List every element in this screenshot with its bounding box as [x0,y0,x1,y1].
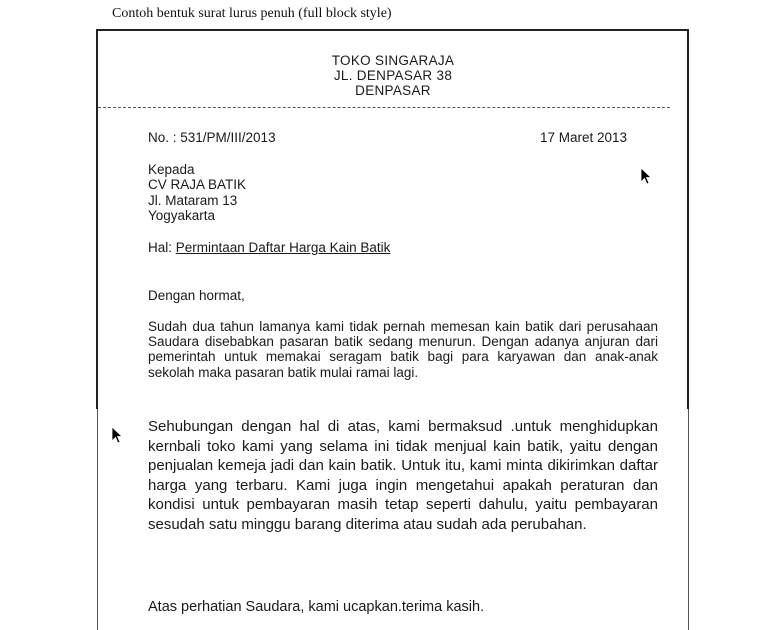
letterhead-divider [98,107,670,108]
page-caption: Contoh bentuk surat lurus penuh (full block style) [112,6,392,21]
body-paragraph-1: Sudah dua tahun lamanya kami tidak pernah memesan kain batik dari perusahaan Saudara disebabkan pasaran batik sedang menurun. Dengan adanya anjuran dari pemerintah untuk memakai seragam batik bagi para karyawan dan anak-anak sekolah maka pasaran batik mulai ramai lagi. [148,319,658,380]
closing-line: Atas perhatian Saudara, kami ucapkan.terima kasih. [148,599,485,615]
salutation: Dengan hormat, [148,288,245,303]
letter-frame-left-border-lower [97,409,98,630]
letterhead-address: JL. DENPASAR 38 [333,68,453,83]
body-paragraph-2: Sehubungan dengan hal di atas, kami bermaksud .untuk menghidupkan kernbali toko kami yang selama ini tidak menjual kain batik, yaitu dengan penjualan kemeja jadi dan kain batik. Untuk itu, kami minta dikirimkan daftar harga yang terbaru. Kami juga ingin mengetahui apakah peraturan dan kondisi untuk pembayaran masih tetap seperti dahulu, yaitu pembayaran sesudah satu minggu barang diterima atau sudah ada perubahan. [148,418,658,533]
recipient-street: Jl. Mataram 13 [148,193,238,208]
recipient-to-label: Kepada [148,162,195,177]
letter-number: No. : 531/PM/III/2013 [148,130,276,145]
recipient-city: Yogyakarta [148,208,216,223]
subject-label: Hal: [148,240,176,255]
letterhead-city: DENPASAR [355,83,431,98]
mouse-pointer-icon-2 [111,426,125,446]
letter-frame-top-border [96,29,688,31]
mouse-pointer-icon [640,167,654,187]
letter-date: 17 Maret 2013 [540,130,628,145]
recipient-name: CV RAJA BATIK [148,177,247,192]
subject-text: Permintaan Daftar Harga Kain Batik [175,240,391,255]
subject-line [148,240,390,255]
letter-frame-right-border-lower [688,409,689,630]
letterhead-company-name: TOKO SINGARAJA [331,53,455,68]
